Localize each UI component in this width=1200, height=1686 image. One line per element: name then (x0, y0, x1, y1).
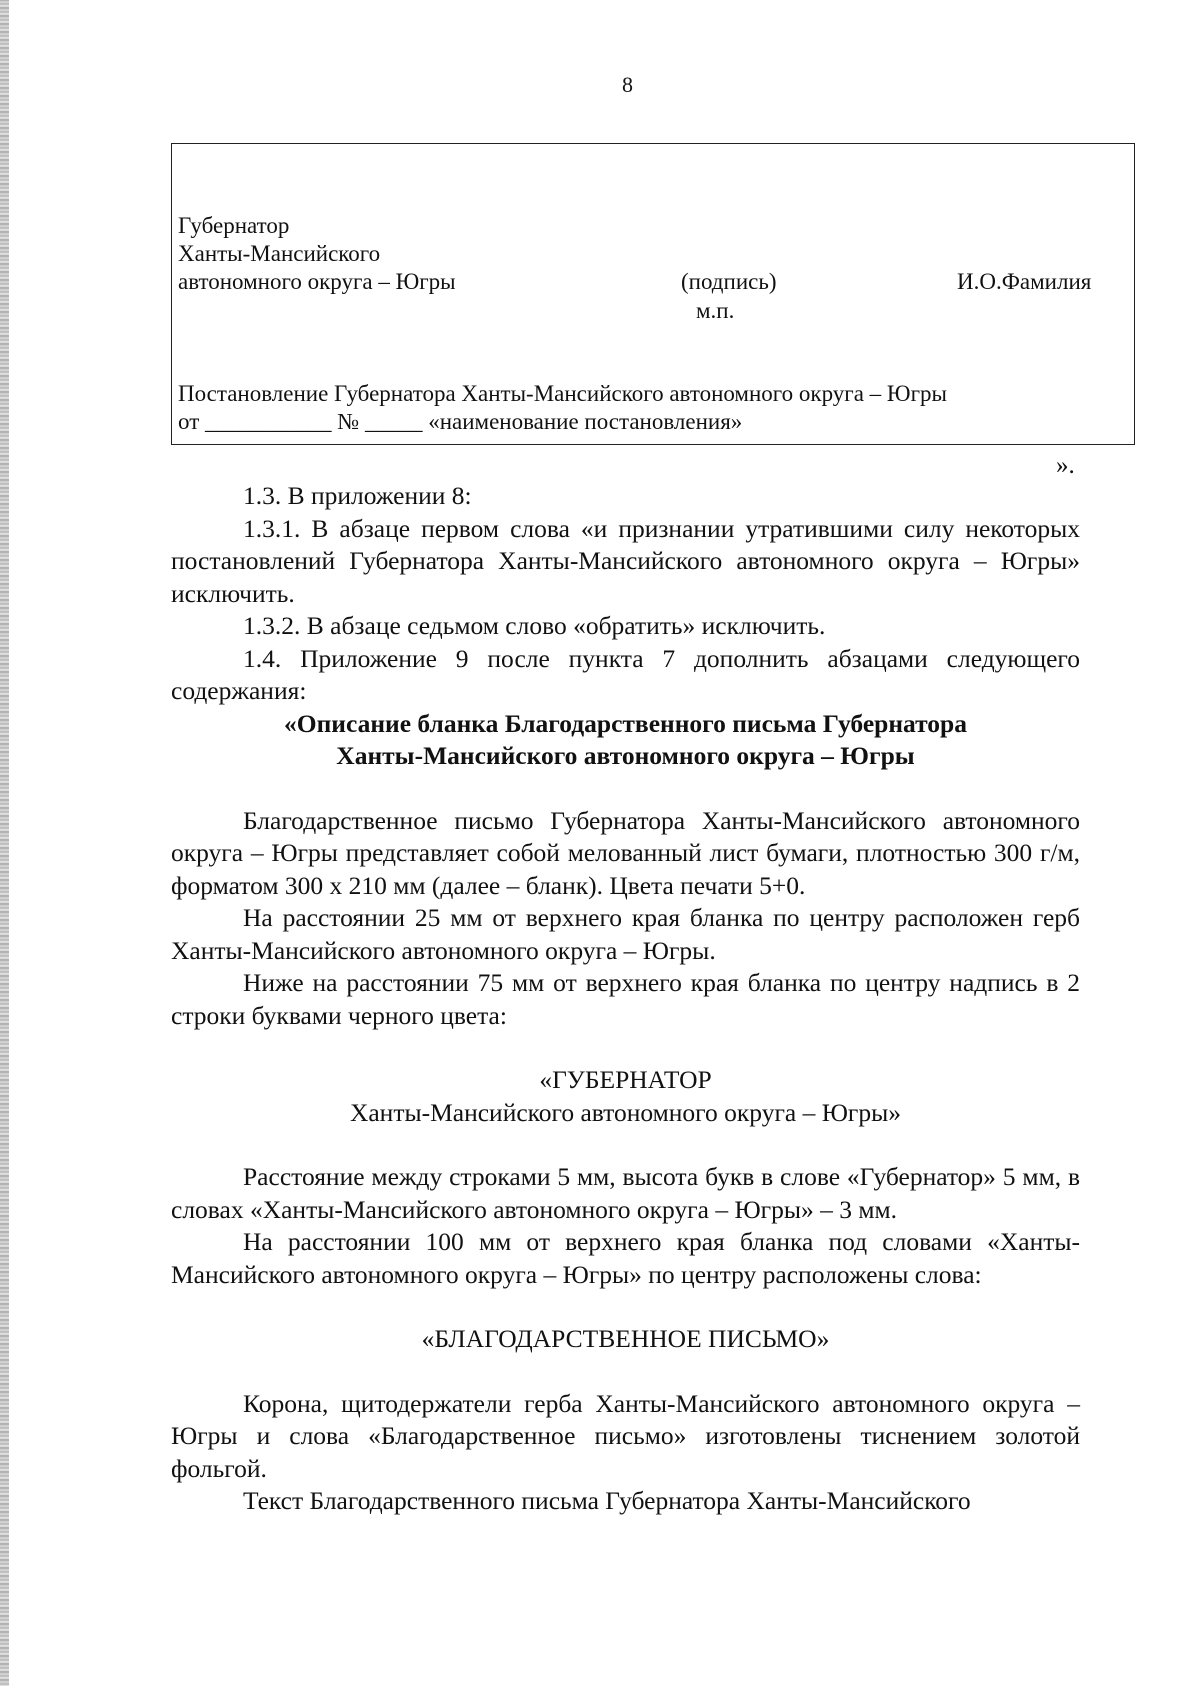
form-sample-frame (171, 143, 1135, 445)
signature-placeholder: (подпись) (681, 269, 777, 294)
inscription-line-2: Ханты-Мансийского автономного округа – Югры» (349, 1097, 902, 1127)
name-placeholder: И.О.Фамилия (957, 269, 1092, 294)
letter-title: «БЛАГОДАРСТВЕННОЕ ПИСЬМО» (421, 1324, 830, 1353)
decree-line-2: от ___________ № _____ «наименование постановления» (178, 409, 743, 434)
paragraph-1-3: 1.3. В приложении 8: (243, 481, 472, 510)
inscription-line-1: «ГУБЕРНАТОР (539, 1065, 712, 1094)
closing-quote: ». (1056, 452, 1075, 479)
paragraph-line-spacing: Расстояние между строками 5 мм, высота букв в слове «Губернатор» 5 мм, в словах «Ханты-Мансийского автономного округа – Югры» – 3 мм. (171, 1162, 1080, 1224)
page-number: 8 (622, 72, 633, 97)
decree-line-1: Постановление Губернатора Ханты-Мансийского автономного округа – Югры (178, 381, 947, 406)
governor-title-line-1: Губернатор (178, 213, 290, 238)
paragraph-title-position: На расстоянии 100 мм от верхнего края бланка под словами «Ханты-Мансийского автономного округа – Югры» по центру расположены слова: (171, 1227, 1080, 1289)
document-body (171, 480, 1080, 1518)
paragraph-1-3-2: 1.3.2. В абзаце седьмом слово «обратить» исключить. (243, 611, 826, 640)
paragraph-1-4: 1.4. Приложение 9 после пункта 7 дополнить абзацами следующего содержания: (171, 643, 1080, 705)
governor-title-line-2: Ханты-Мансийского (178, 241, 381, 266)
governor-title-line-3: автономного округа – Югры (178, 269, 456, 294)
section-heading-line-1: «Описание бланка Благодарственного письма Губернатора (284, 708, 967, 738)
paragraph-embossing: Корона, щитодержатели герба Ханты-Мансийского автономного округа – Югры и слова «Благодарственное письмо» изготовлены тиснением золотой фольгой. (171, 1388, 1080, 1483)
scan-edge (0, 0, 9, 1686)
paragraph-1-3-1: 1.3.1. В абзаце первом слова «и признании утратившими силу некоторых постановлений Губернатора Ханты-Мансийского автономного округа – Югры» исключить. (171, 513, 1080, 608)
paragraph-coat-of-arms: На расстоянии 25 мм от верхнего края бланка по центру расположен герб Ханты-Мансийского автономного округа – Югры. (171, 903, 1080, 965)
paragraph-inscription-intro: Ниже на расстоянии 75 мм от верхнего края бланка по центру надпись в 2 строки буквами черного цвета: (171, 968, 1080, 1030)
paragraph-description: Благодарственное письмо Губернатора Ханты-Мансийского автономного округа – Югры представляет собой мелованный лист бумаги, плотностью 300 г/м, форматом 300 х 210 мм (далее – бланк). Цвета печати 5+0. (171, 805, 1080, 900)
paragraph-letter-text: Текст Благодарственного письма Губернатора Ханты-Мансийского (243, 1486, 971, 1515)
section-heading-line-2: Ханты-Мансийского автономного округа – Югры (336, 741, 915, 770)
stamp-placeholder: м.п. (696, 298, 735, 323)
